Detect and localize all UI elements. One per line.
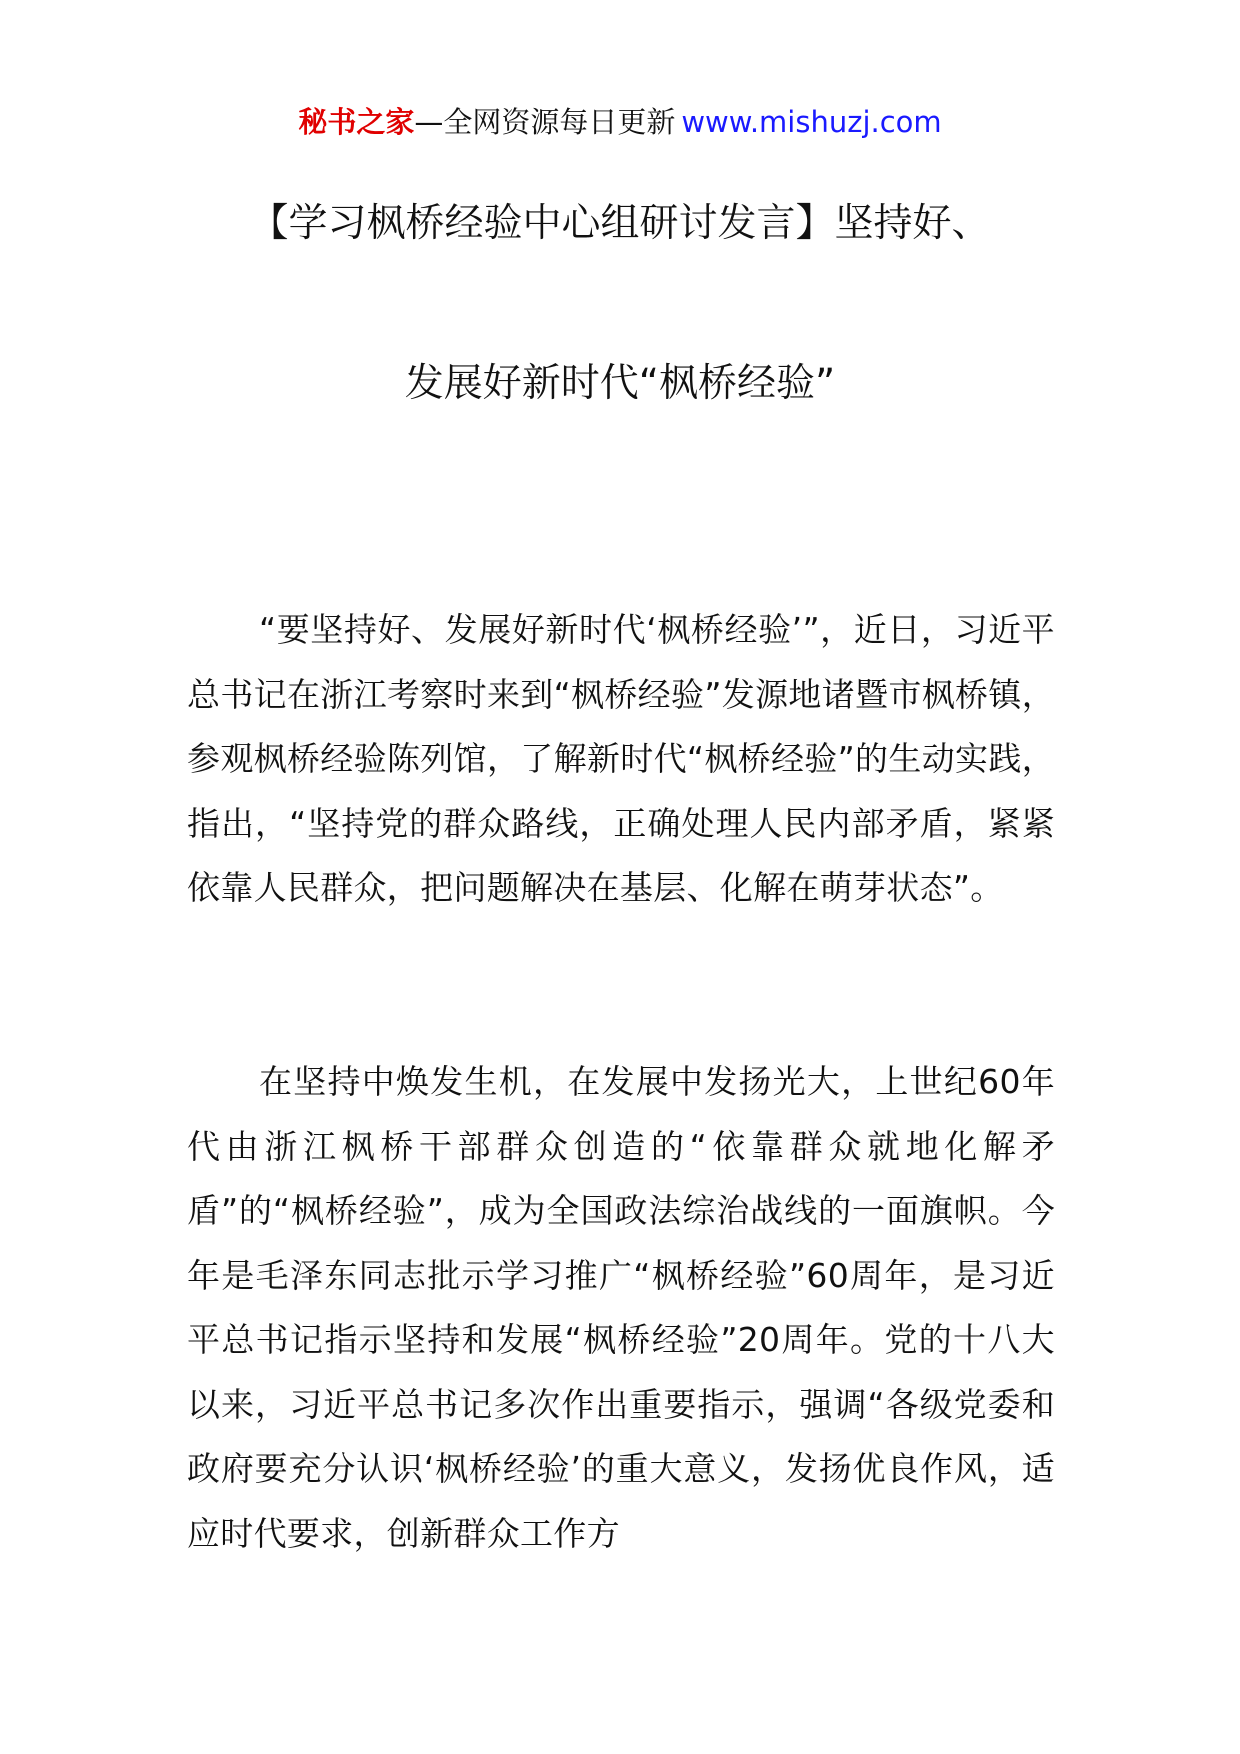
document-title-line-1: 【学习枫桥经验中心组研讨发言】坚持好、 <box>249 201 991 246</box>
brand-name: 秘书之家 <box>298 105 415 139</box>
body-paragraph-2-block <box>187 1050 1055 1566</box>
body-paragraph: “要坚持好、发展好新时代‘枫桥经验’”，近日，习近平总书记在浙江考察时来到“枫桥经验”发源地诸暨市枫桥镇，参观枫桥经验陈列馆，了解新时代“枫桥经验”的生动实践，指出，“坚持党的群众路线，正确处理人民内部矛盾，紧紧依靠人民群众，把问题解决在基层、化解在萌芽状态”。 <box>187 610 1055 907</box>
body-paragraph-1-block <box>187 598 1055 921</box>
site-url-link[interactable]: www.mishuzj.com <box>681 105 942 139</box>
body-paragraph: 在坚持中焕发生机，在发展中发扬光大，上世纪60年代由浙江枫桥干部群众创造的“依靠群众就地化解矛盾”的“枫桥经验”，成为全国政法综治战线的一面旗帜。今年是毛泽东同志批示学习推广“枫桥经验”60周年，是习近平总书记指示坚持和发展“枫桥经验”20周年。党的十八大以来，习近平总书记多次作出重要指示，强调“各级党委和政府要充分认识‘枫桥经验’的重大意义，发扬优良作风，适应时代要求，创新群众工作方 <box>187 1062 1055 1553</box>
site-header <box>0 100 1240 144</box>
header-tagline: —全网资源每日更新 <box>414 105 676 139</box>
document-title-line-2: 发展好新时代“枫桥经验” <box>404 361 836 406</box>
